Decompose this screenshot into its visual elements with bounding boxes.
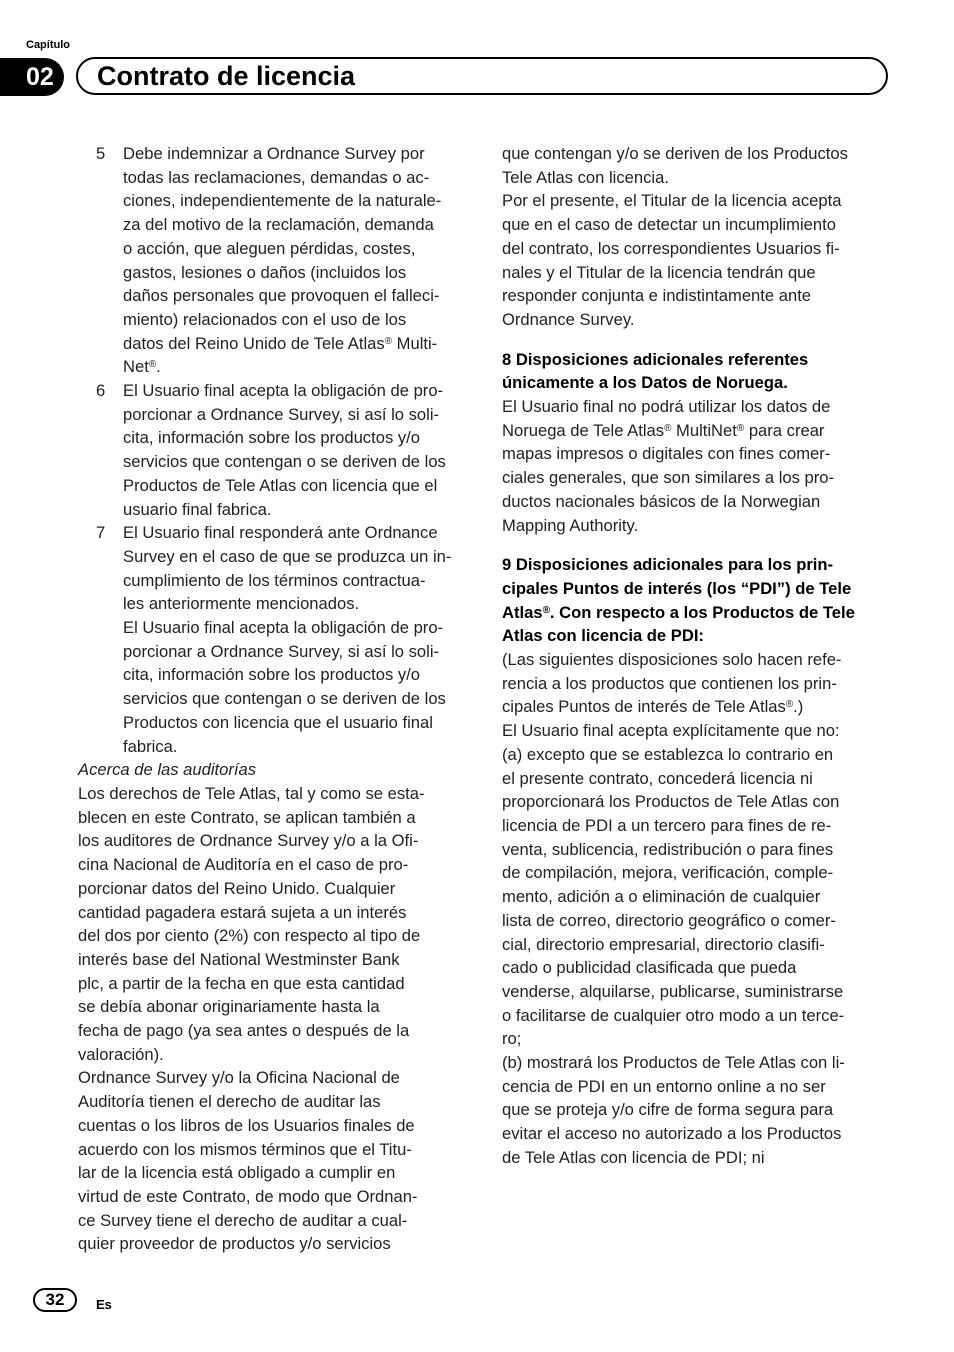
language-code: Es bbox=[96, 1297, 112, 1312]
text-line: de compilación, mejora, verificación, comple- bbox=[502, 863, 834, 883]
text-line: Ordnance Survey. bbox=[502, 309, 635, 329]
text-line: licencia de PDI a un tercero para fines de re- bbox=[502, 815, 832, 835]
chapter-label: Capítulo bbox=[26, 39, 70, 51]
text-line: porcionar datos del Reino Unido. Cualquier bbox=[78, 878, 396, 898]
right-column bbox=[502, 142, 894, 1170]
text-line: El Usuario final responderá ante Ordnance bbox=[123, 523, 438, 543]
text-line: gastos, lesiones o daños (incluidos los bbox=[123, 262, 407, 282]
text-line: fecha de pago (ya sea antes o después de la bbox=[78, 1021, 410, 1041]
text-line: (b) mostrará los Productos de Tele Atlas con li- bbox=[502, 1053, 845, 1073]
audit-subheading: Acerca de las auditorías bbox=[78, 760, 257, 780]
item-number: 7 bbox=[96, 523, 106, 543]
text-line: ro; bbox=[502, 1029, 522, 1049]
text-line: (a) excepto que se establezca lo contrario en bbox=[502, 744, 834, 764]
text-line: cumplimiento de los términos contractua- bbox=[123, 570, 426, 590]
list-item-6 bbox=[78, 379, 470, 521]
text-line: Productos de Tele Atlas con licencia que el bbox=[123, 475, 438, 495]
text-line: cipales Puntos de interés de Tele Atlas®.) bbox=[502, 697, 804, 717]
text-line: ciones, independientemente de la naturale- bbox=[123, 191, 442, 211]
left-column bbox=[78, 142, 470, 1256]
text-line: ce Survey tiene el derecho de auditar a cual- bbox=[78, 1210, 408, 1230]
text-line: del dos por ciento (2%) con respecto al tipo de bbox=[78, 926, 421, 946]
text-line: que se proteja y/o cifre de forma segura para bbox=[502, 1100, 834, 1120]
text-line: El Usuario final acepta la obligación de pro- bbox=[123, 618, 444, 638]
text-line: cencia de PDI en un entorno online a no ser bbox=[502, 1076, 826, 1096]
text-line: porcionar a Ordnance Survey, si así lo soli- bbox=[123, 641, 440, 661]
text-line: El Usuario final acepta la obligación de pro- bbox=[123, 381, 444, 401]
text-line: 9 Disposiciones adicionales para los prin- bbox=[502, 555, 834, 575]
text-line: Tele Atlas con licencia. bbox=[502, 167, 669, 187]
text-line: cita, información sobre los productos y/o bbox=[123, 428, 420, 448]
item-number: 6 bbox=[96, 381, 106, 401]
text-line: evitar el acceso no autorizado a los Productos bbox=[502, 1124, 842, 1144]
text-line: quier proveedor de productos y/o servicios bbox=[78, 1234, 391, 1254]
text-line: cita, información sobre los productos y/o bbox=[123, 665, 420, 685]
text-line: acuerdo con los mismos términos que el Titu- bbox=[78, 1139, 412, 1159]
text-line: cina Nacional de Auditoría en el caso de pro- bbox=[78, 855, 409, 875]
text-line: del contrato, los correspondientes Usuarios fi- bbox=[502, 238, 840, 258]
text-line: cial, directorio empresarial, directorio clasifi- bbox=[502, 934, 825, 954]
text-line: Noruega de Tele Atlas® MultiNet® para crear bbox=[502, 420, 825, 440]
audit-paragraph-2 bbox=[78, 1066, 470, 1256]
text-line: o facilitarse de cualquier otro modo a un terce- bbox=[502, 1005, 845, 1025]
text-line: lar de la licencia está obligado a cumplir en bbox=[78, 1163, 396, 1183]
text-line: mapas impresos o digitales con fines comer- bbox=[502, 444, 831, 464]
text-line: Mapping Authority. bbox=[502, 515, 639, 535]
text-line: venta, sublicencia, redistribución o para fines bbox=[502, 839, 834, 859]
text-line: se debía abonar originariamente hasta la bbox=[78, 997, 380, 1017]
text-line: daños personales que provoquen el falleci- bbox=[123, 286, 440, 306]
item-text bbox=[123, 379, 470, 521]
text-line: proporcionará los Productos de Tele Atlas con bbox=[502, 792, 840, 812]
text-line: servicios que contengan o se deriven de los bbox=[123, 452, 446, 472]
text-line: cipales Puntos de interés (los “PDI”) de Tele bbox=[502, 578, 852, 598]
text-line: za del motivo de la reclamación, demanda bbox=[123, 215, 434, 235]
text-line: usuario final fabrica. bbox=[123, 499, 272, 519]
text-line: todas las reclamaciones, demandas o ac- bbox=[123, 167, 430, 187]
text-line: cado o publicidad clasificada que pueda bbox=[502, 958, 797, 978]
section-9-body bbox=[502, 648, 894, 1169]
text-line: cantidad pagadera estará sujeta a un interés bbox=[78, 902, 407, 922]
text-line: miento) relacionados con el uso de los bbox=[123, 309, 407, 329]
text-line: que en el caso de detectar un incumplimiento bbox=[502, 215, 836, 235]
text-line: (Las siguientes disposiciones solo hacen refe- bbox=[502, 650, 842, 670]
page-number: 32 bbox=[33, 1288, 77, 1312]
continuation-paragraph bbox=[502, 142, 894, 332]
text-line: lista de correo, directorio geográfico o comer- bbox=[502, 910, 836, 930]
text-line: Los derechos de Tele Atlas, tal y como se esta- bbox=[78, 783, 425, 803]
text-line: Debe indemnizar a Ordnance Survey por bbox=[123, 144, 425, 163]
text-line: rencia a los productos que contienen los prin- bbox=[502, 673, 837, 693]
text-line: 8 Disposiciones adicionales referentes bbox=[502, 349, 809, 369]
text-line: plc, a partir de la fecha en que esta cantidad bbox=[78, 973, 405, 993]
audit-paragraph-1 bbox=[78, 782, 470, 1066]
text-line: blecen en este Contrato, se aplican también a bbox=[78, 807, 416, 827]
text-line: Por el presente, el Titular de la licencia acepta bbox=[502, 191, 842, 211]
page-title: Contrato de licencia bbox=[97, 61, 356, 91]
text-line: venderse, alquilarse, publicarse, suministrarse bbox=[502, 981, 844, 1001]
text-line: ductos nacionales básicos de la Norwegian bbox=[502, 491, 821, 511]
text-line: porcionar a Ordnance Survey, si así lo soli- bbox=[123, 404, 440, 424]
section-8-body bbox=[502, 395, 894, 537]
text-line: les anteriormente mencionados. bbox=[123, 594, 360, 614]
text-line: fabrica. bbox=[123, 736, 178, 756]
text-line: responder conjunta e indistintamente ante bbox=[502, 286, 812, 306]
text-line: que contengan y/o se deriven de los Productos bbox=[502, 144, 848, 163]
text-line: Auditoría tienen el derecho de auditar las bbox=[78, 1092, 381, 1112]
text-line: Productos con licencia que el usuario final bbox=[123, 712, 433, 732]
text-line: interés base del National Westminster Bank bbox=[78, 949, 400, 969]
text-line: ciales generales, que son similares a los pro- bbox=[502, 468, 835, 488]
chapter-number-badge: 02 bbox=[0, 58, 64, 96]
text-line: únicamente a los Datos de Noruega. bbox=[502, 373, 788, 393]
text-line: nales y el Titular de la licencia tendrán que bbox=[502, 262, 816, 282]
text-line: valoración). bbox=[78, 1044, 164, 1064]
text-line: el presente contrato, concederá licencia ni bbox=[502, 768, 813, 788]
text-line: El Usuario final acepta explícitamente que no: bbox=[502, 721, 840, 741]
text-line: mento, adición a o eliminación de cualquier bbox=[502, 887, 821, 907]
text-line: datos del Reino Unido de Tele Atlas® Multi- bbox=[123, 333, 438, 353]
text-line: servicios que contengan o se deriven de los bbox=[123, 689, 446, 709]
text-line: los auditores de Ordnance Survey y/o a la Ofi- bbox=[78, 831, 419, 851]
text-line: Ordnance Survey y/o la Oficina Nacional de bbox=[78, 1068, 400, 1088]
list-item-5 bbox=[78, 142, 470, 379]
text-line: Atlas con licencia de PDI: bbox=[502, 626, 704, 646]
text-line: o acción, que aleguen pérdidas, costes, bbox=[123, 238, 416, 258]
list-item-7 bbox=[78, 521, 470, 758]
text-line: El Usuario final no podrá utilizar los datos de bbox=[502, 397, 831, 417]
section-8-heading bbox=[502, 348, 894, 395]
text-line: cuentas o los libros de los Usuarios finales de bbox=[78, 1115, 415, 1135]
text-line: Survey en el caso de que se produzca un in- bbox=[123, 546, 452, 566]
text-line: de Tele Atlas con licencia de PDI; ni bbox=[502, 1147, 765, 1167]
item-text bbox=[123, 521, 470, 758]
item-number: 5 bbox=[96, 144, 106, 163]
section-9-heading bbox=[502, 553, 894, 648]
text-line: virtud de este Contrato, de modo que Ordnan- bbox=[78, 1186, 418, 1206]
text-line: Net®. bbox=[123, 357, 161, 377]
item-text bbox=[123, 142, 470, 379]
text-line: Atlas®. Con respecto a los Productos de Tele bbox=[502, 602, 855, 622]
